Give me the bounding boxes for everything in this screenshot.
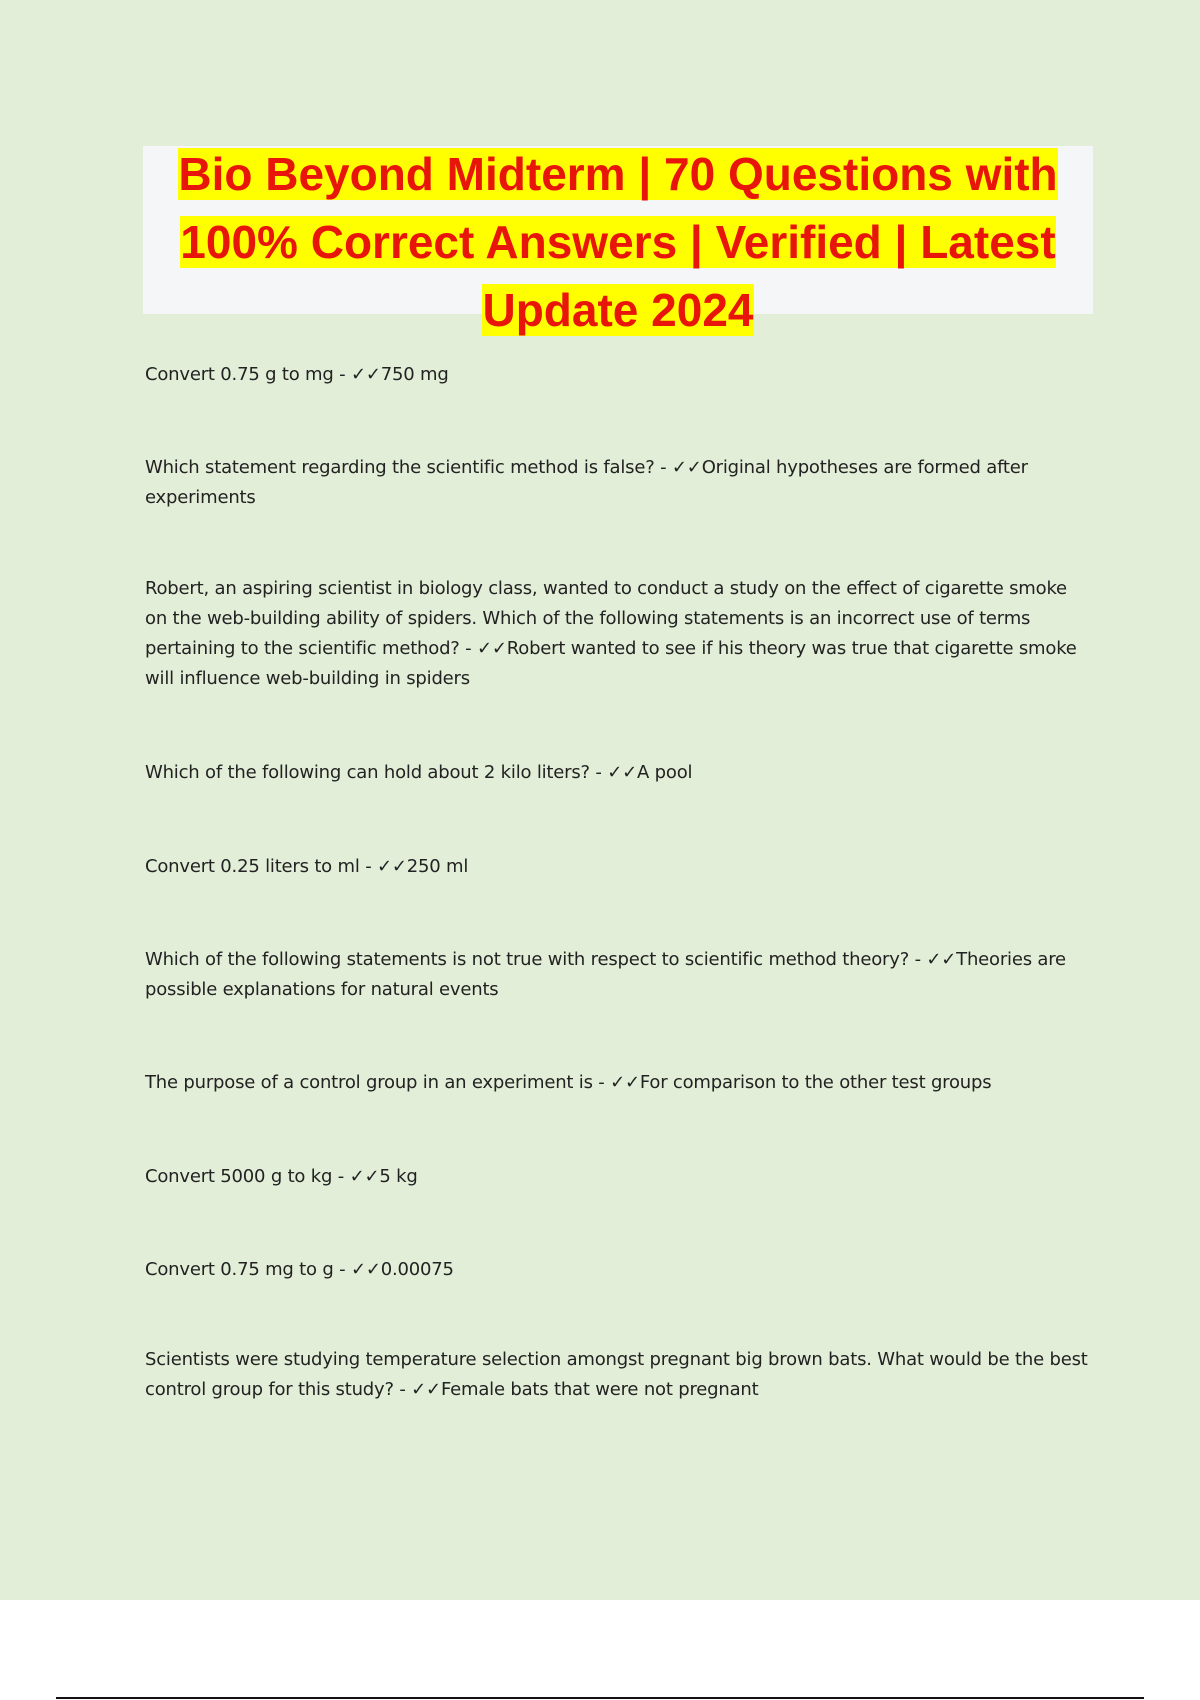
check-mark-icon: ✓✓: [926, 949, 957, 970]
separator: -: [459, 638, 477, 659]
qa-item-8: [145, 1162, 1090, 1192]
check-mark-icon: ✓✓: [477, 638, 507, 659]
answer-text: 250 ml: [406, 856, 469, 877]
check-mark-icon: ✓✓: [350, 364, 381, 385]
answer-text: Original hypotheses are formed after experiments: [145, 457, 1028, 508]
question-text: Which of the following can hold about 2 kilo liters?: [145, 762, 590, 783]
answer-text: 5 kg: [379, 1166, 418, 1187]
separator: -: [654, 457, 672, 478]
qa-item-4: [145, 758, 1090, 788]
qa-item-3: [145, 574, 1090, 694]
check-mark-icon: ✓✓: [377, 856, 407, 877]
qa-item-2: [145, 453, 1090, 513]
separator: -: [359, 856, 378, 877]
separator: -: [333, 364, 351, 385]
qa-item-10: [145, 1345, 1090, 1405]
question-text: The purpose of a control group in an experiment is: [145, 1072, 593, 1093]
document-title: Bio Beyond Midterm | 70 Questions with 100% Correct Answers | Verified | Latest Update 2024: [178, 148, 1058, 336]
check-mark-icon: ✓✓: [411, 1379, 441, 1400]
question-text: Convert 0.25 liters to ml: [145, 856, 360, 877]
question-text: Convert 5000 g to kg: [145, 1166, 333, 1187]
answer-text: For comparison to the other test groups: [639, 1072, 992, 1093]
answer-text: Theories are possible explanations for natural events: [145, 949, 1066, 1000]
answer-text: Female bats that were not pregnant: [440, 1379, 759, 1400]
check-mark-icon: ✓✓: [610, 1072, 640, 1093]
qa-item-5: [145, 852, 1090, 882]
question-text: Which statement regarding the scientific method is false?: [145, 457, 655, 478]
question-text: Scientists were studying temperature selection amongst pregnant big brown bats. What would be the best control group for this study?: [145, 1349, 1088, 1400]
separator: -: [909, 949, 927, 970]
qa-item-7: [145, 1068, 1090, 1098]
answer-text: 0.00075: [380, 1259, 454, 1280]
separator: -: [592, 1072, 611, 1093]
separator: -: [332, 1166, 350, 1187]
qa-item-6: [145, 945, 1090, 1005]
separator: -: [393, 1379, 412, 1400]
question-text: Robert, an aspiring scientist in biology class, wanted to conduct a study on the effect of cigarette smoke on the web-building ability of spiders. Which of the following statements is an incorrect use of terms pertaining to the scientific method?: [145, 578, 1067, 659]
qa-item-9: [145, 1255, 1090, 1285]
title-box: [143, 146, 1093, 336]
check-mark-icon: ✓✓: [607, 762, 638, 783]
check-mark-icon: ✓✓: [350, 1259, 381, 1280]
check-mark-icon: ✓✓: [671, 457, 702, 478]
separator: -: [589, 762, 608, 783]
answer-text: Robert wanted to see if his theory was true that cigarette smoke will influence web-building in spiders: [145, 638, 1077, 689]
answer-text: A pool: [637, 762, 693, 783]
qa-item-1: [145, 360, 1090, 390]
separator: -: [333, 1259, 351, 1280]
footer-divider: [56, 1697, 1144, 1699]
question-text: Convert 0.75 g to mg: [145, 364, 334, 385]
question-text: Which of the following statements is not true with respect to scientific method theory?: [145, 949, 910, 970]
answer-text: 750 mg: [380, 364, 449, 385]
question-text: Convert 0.75 mg to g: [145, 1259, 334, 1280]
check-mark-icon: ✓✓: [349, 1166, 380, 1187]
